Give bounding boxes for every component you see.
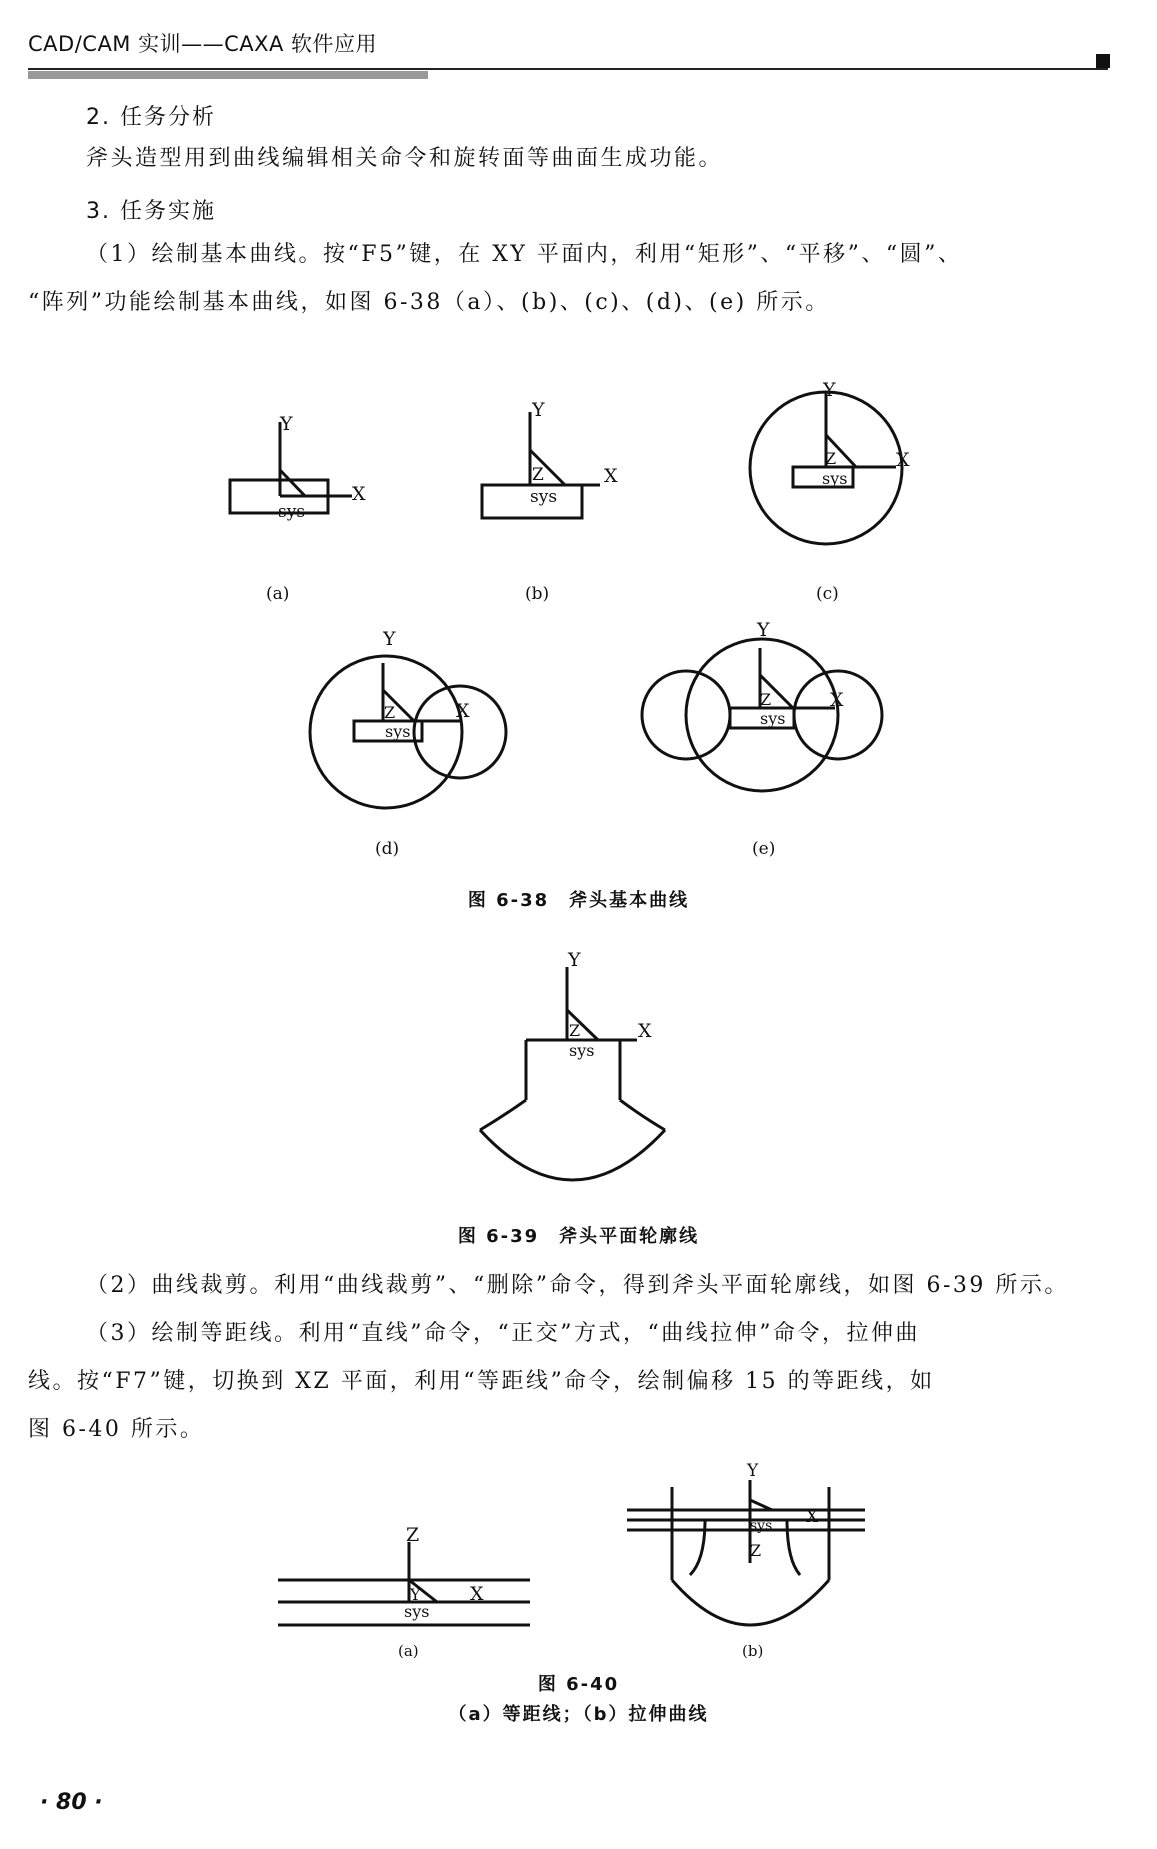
axis-sys-label: sys (760, 709, 786, 728)
axis-y-label: Y (568, 949, 581, 971)
axis-y-label: Y (532, 399, 545, 421)
axis-z-label: Z (532, 465, 544, 485)
axis-x-label: X (896, 449, 910, 471)
axis-sys-label: sys (569, 1041, 595, 1060)
analysis-text: 斧头造型用到曲线编辑相关命令和旋转面等曲面生成功能。 (86, 146, 724, 171)
fig-6-40b-drawing (627, 1480, 865, 1625)
axis-x-label: X (604, 465, 618, 487)
fig-6-40-caption-title: 图 6-40 (537, 1674, 620, 1695)
step2-text: （2）曲线裁剪。利用“曲线裁剪”、“删除”命令，得到斧头平面轮廓线，如图 6-39 所示。 (86, 1273, 1069, 1298)
fig-6-40-label-b: (b) (742, 1642, 764, 1660)
paragraph-step2 (28, 1262, 1113, 1310)
axis-sys-label: sys (530, 487, 558, 507)
fig-6-38-label-a: (a) (266, 584, 290, 604)
paragraph-step3 (28, 1310, 1113, 1454)
fig-6-38-label-b: (b) (525, 584, 550, 604)
axis-x-label: X (470, 1583, 484, 1605)
axis-y-label: Y (757, 619, 770, 641)
fig-6-40-label-a: (a) (398, 1642, 419, 1660)
axis-x-label: X (830, 689, 844, 711)
axis-y-label: Y (280, 413, 293, 435)
section-heading-implementation: 3. 任务实施 (86, 199, 216, 224)
step3-line3: 图 6-40 所示。 (28, 1417, 205, 1442)
axis-x-label: X (456, 700, 470, 722)
fig-6-40-caption-subtitle: （a）等距线；（b）拉伸曲线 (448, 1704, 709, 1725)
axis-z-label: Z (384, 703, 396, 722)
step1-line2: “阵列”功能绘制基本曲线，如图 6-38（a）、(b)、(c)、(d)、(e) 所示。 (28, 290, 830, 315)
axis-y-label: Y (747, 1461, 759, 1481)
axis-y-label: Y (410, 1585, 421, 1604)
fig-6-38-label-e: (e) (752, 839, 776, 859)
axis-y-label: Y (823, 379, 836, 401)
axis-z-label: Z (569, 1021, 581, 1040)
axis-x-label: X (638, 1020, 652, 1042)
axis-x-label: X (352, 483, 366, 505)
step1-line1: （1）绘制基本曲线。按“F5”键，在 XY 平面内，利用“矩形”、“平移”、“圆”、 (86, 242, 963, 267)
axis-z-label: Z (825, 449, 837, 468)
axis-z-label: Z (406, 1524, 420, 1546)
section-heading-analysis: 2. 任务分析 (86, 105, 216, 130)
fig-6-39-drawing (480, 967, 665, 1180)
axis-sys-label: sys (385, 722, 411, 741)
page-number: · 80 · (40, 1790, 103, 1815)
axis-sys-label: sys (404, 1602, 430, 1621)
step3-line1: （3）绘制等距线。利用“直线”命令，“正交”方式，“曲线拉伸”命令，拉伸曲 (86, 1321, 920, 1346)
axis-z-label: Z (760, 690, 772, 709)
axis-sys-label: sys (822, 469, 848, 488)
fig-6-38-label-d: (d) (375, 839, 400, 859)
fig-6-38c-drawing (750, 392, 902, 544)
fig-6-39-caption: 图 6-39 斧头平面轮廓线 (457, 1226, 700, 1247)
axis-sys-label: sys (750, 1518, 773, 1534)
running-header: CAD/CAM 实训——CAXA 软件应用 (28, 32, 378, 56)
step3-line2: 线。按“F7”键，切换到 XZ 平面，利用“等距线”命令，绘制偏移 15 的等距线，如 (28, 1369, 935, 1394)
axis-y-label: Y (383, 628, 396, 650)
fig-6-38a-drawing (230, 422, 352, 513)
axis-z-label: Z (750, 1541, 762, 1560)
fig-6-38-caption: 图 6-38 斧头基本曲线 (467, 890, 690, 911)
axis-x-label: X (806, 1507, 819, 1527)
axis-sys-label: sys (278, 502, 306, 522)
fig-6-38-label-c: (c) (816, 584, 839, 604)
